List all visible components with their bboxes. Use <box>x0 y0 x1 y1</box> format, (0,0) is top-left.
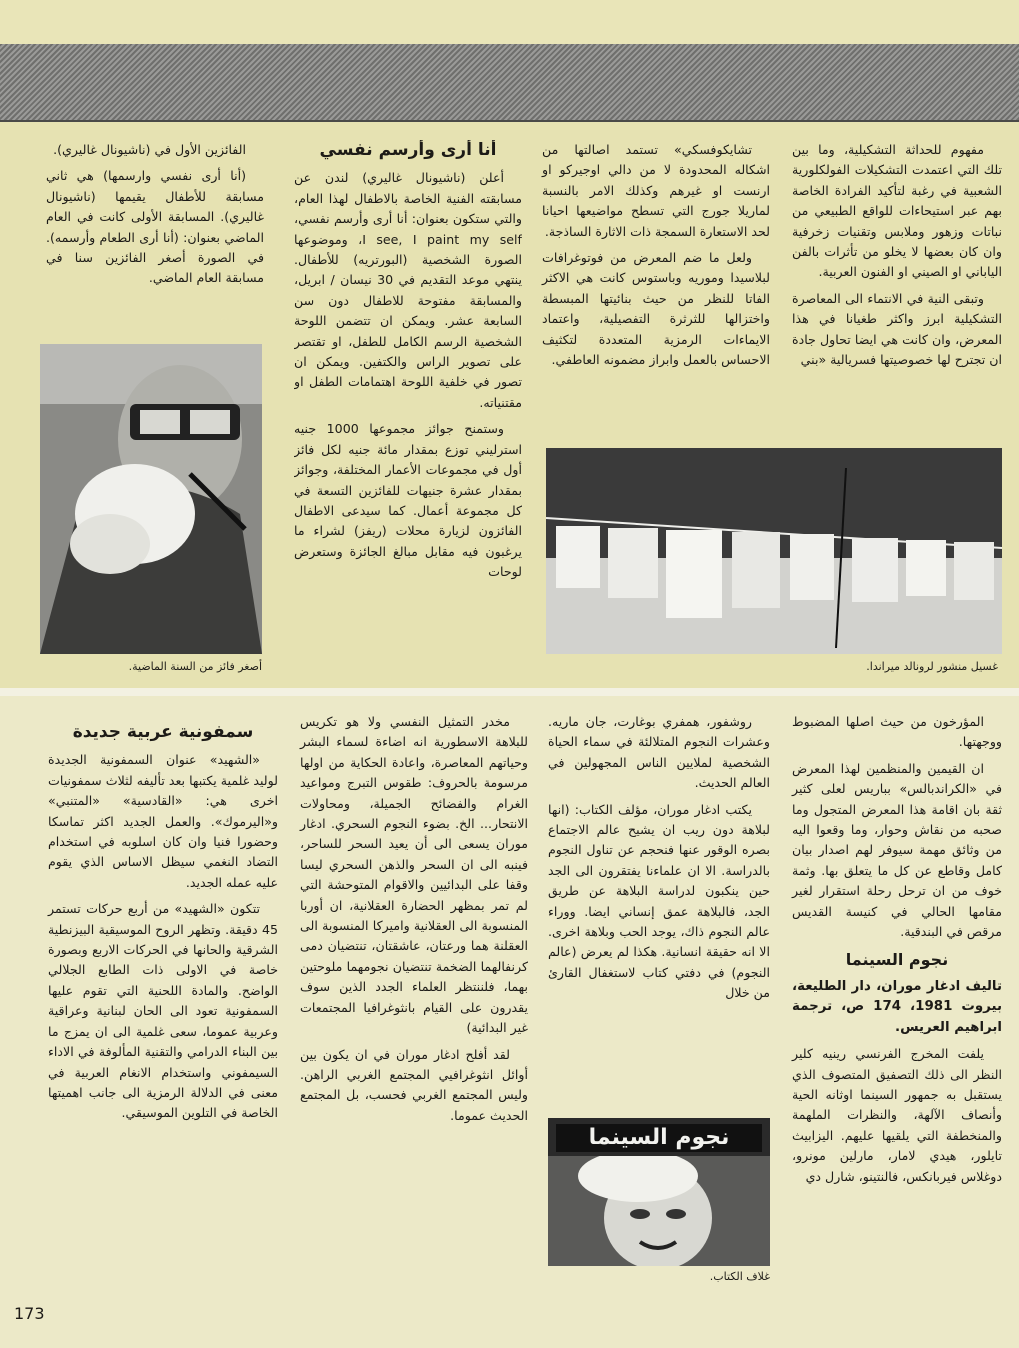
paragraph: «الشهيد» عنوان السمفونية الجديدة لوليد غلمية يكتبها بعد تأليفه لثلاث سمفونيات اخرى هي: «القادسية» «المتنبي» و«اليرموك». والعمل الجديد اكثر تماسكا وحضورا فنيا وان كان اسلوبه في استخدام التضاد النغمي سيظل الاساس الذي يقوم عليه عمله الجديد. <box>48 752 278 890</box>
paragraph: مخدر التمثيل النفسي ولا هو تكريس للبلاهة الاسطورية انه اضاءة لسماء البشر وحياتهم المعاصرة، واعادة الحكاية من اولها مرسومة بالحروف: طقوس التبرج ومواعيد الغرام والفضائح الجميلة، ومحاولات الانتحار... الخ. بضوء النجوم السحري. ادغار موران يسعى الى أن يعيد السحر للساحر، فينبه الى ان السحر والذهن السحري ليسا وقفا على البدائيين والاقوام المتوحشة التي لم تمر بمظهر الحضارة العقلانية، ان أوربا المنسوبة الى العقلانية واميركا المنسوبة الى العقلنة هما ورعتان، عاشقتان، تنتضيان دمى كرنفالهما الضخمة تنتضيان نجومهما ملوحتين بهما، فلننتظر العلماء الجدد الذين سوف يقدرون على القيام بانثوغرافيا المجتمعات غير البدائية) <box>300 714 528 1036</box>
book-cover-caption: غلاف الكتاب. <box>709 1270 770 1283</box>
paragraph: يكتب ادغار موران، مؤلف الكتاب: (انها لبلاهة دون ريب ان يشيح عالم الاجتماع بصره الوقور عنها فنحجم عن تناول النجوم بالدراسة. الا ان علماءنا يفتقرون الى الجد حين ينكبون لدراسة البلاهة عن طريق الجد، فالبلاهة عمق إنساني ايضا. ووراء عالم النجوم ذاك، يوجد الحب وبلاهة اخرى. الا انه حقيقة انسانية. هكذا لم يعرض (عالم النجوم) في دفتي كتاب لاستغفال القارئ من خلال <box>548 801 770 1001</box>
paragraph: (أنا أرى نفسي وارسمها) هي ثاني مسابقة للأطفال يقيمها (ناشيونال غاليري). المسابقة الأولى كانت في العام الماضي بعنوان: (أنا أرى الطعام وأرسمه). في الصورة أصغر الفائزين سنا في مسابقة العام الماضي. <box>46 168 264 286</box>
header-banner <box>0 44 1019 122</box>
laundry-photo <box>546 448 1002 654</box>
paragraph: وتبقى النية في الانتماء الى المعاصرة التشكيلية ابرز واكثر طغيانا في هذا المعرض، وان كانت هي ايضا تحاول جادة ان تجترح لها خصوصيتها فسريالية «بني <box>792 290 1002 368</box>
paragraph: تشايكوفسكي» تستمد اصالتها من اشكاله المحدودة لا من دالي اوجيركو او ارنست او غيرهم وكذلك الامر بالنسبة لماريلا جورج التي تسطح مواضيعها احيانا لحد الاستعارة السمجة ذات الاثارة الساذجة. <box>542 142 770 239</box>
paragraph: ان القيمين والمنظمين لهذا المعرض في «الكراندبالس» بباريس لعلى كثير ثقة بان اقامة هذا المعرض المتجول وما صحبه من نقاش وحوار، وما وقعوا اليه من وثائق مهمة سيوفر لهم اصدار بيان كامل وقاطع عن كل ما يتعلق بها. وثمة خوف من ان ترحل رحلة استقرار لغير مقامها الحالي في كنيسة القديس مرقص في البندقية. <box>792 760 1002 940</box>
bottom-column-2 <box>548 712 770 1010</box>
paragraph: لقد أفلح ادغار موران في ان يكون بين أوائل انثوغرافيي المجتمع الغربي الراهن. وليس المجتمع الغربي فحسب، بل المجتمع الحديث عموما. <box>300 1046 528 1123</box>
paragraph: تتكون «الشهيد» من أربع حركات تستمر 45 دقيقة. وتظهر الروح الموسيقية البيزنطية الشرقية والحانها في الحركات الاربع وبصورة خاصة في الاولى ذات الطابع الجلالي الواضح. والمادة اللحنية التي تقوم عليها السمفونية تعود الى الحان لبنانية وعراقية وعربية عموما، سعى غلمية الى ان يمزج ما بين البناء الدرامي والتقنية المألوفة في الاداء السيمفوني واستخدام الانغام العربية في معنى في الدلالة الرمزية الى جانب اهميتها الخاصة في التلوين الموسيقي. <box>48 901 278 1121</box>
child-photo-caption: أصغر فائز من السنة الماضية. <box>128 660 262 673</box>
book-cover-title: نجوم السينما <box>556 1124 762 1152</box>
paragraph: مفهوم للحداثة التشكيلية، وما بين تلك التي اعتمدت التشكيلات الفولكلورية الشعبية في رغبة لتأكيد الفرادة الخاصة بهم عبر استيحاءات للواقع الطبيعي من نباتات وزهور وملابس وتقنيات زخرفية وان كان بعضها لا يخلو من تأثرات بالفن الياباني او الصيني او الفنون العربية. <box>792 142 1002 280</box>
paragraph: ولعل ما ضم المعرض من فوتوغرافات لبلاسيدا وموريه وباستوس كانت هي الاكثر الفاتا للنظر من حيث بنائيتها المبسطة واختزالها للثرثرة التفصيلية، واعتماد الايماءات الرمزية المتعددة لتكثيف الاحساس بالعمل وابراز مضمونه العاطفي. <box>542 250 770 368</box>
article-title: أنا أرى وأرسم نفسي <box>319 140 497 160</box>
paragraph: الفائزين الأول في (ناشيونال غاليري). <box>53 142 246 157</box>
section-divider <box>0 688 1019 696</box>
child-photo <box>40 344 262 654</box>
top-column-3 <box>294 140 522 680</box>
section-title: نجوم السينما <box>845 950 949 970</box>
laundry-photo-caption: غسيل منشور لرونالد ميراندا. <box>866 660 998 673</box>
top-column-2 <box>542 140 770 376</box>
book-cover-image <box>548 1118 770 1266</box>
paragraph: أعلن (ناشيونال غاليري) لندن عن مسابقته الفنية الخاصة بالاطفال لهذا العام، والتي ستكون بعنوان: أنا أرى وأرسم نفسي، I see, I paint my self، وموضوعها الصورة الشخصية (البورتريه) للأطفال. ينتهي موعد التقديم في 30 نيسان / ابريل، والمسابقة مفتوحة للاطفال دون سن السابعة عشر. ويمكن ان تتضمن اللوحة الشخصية الرسم الكامل للطفل، او تقتصر على تصوير الراس والكتفين. ويمكن ان تصور في خلفية اللوحة اهتمامات الطفل او مقتنياته. <box>294 170 522 410</box>
paragraph: يلفت المخرج الفرنسي رينيه كلير النظر الى ذلك التصفيق المتصوف الذي يستقبل به جمهور السينما اوثانه الحية وأنصاف الآلهة، والنظرات الملهمة والمنخطفة التي يلقيها عليهم. اليزابيث تايلور، هيدي لامار، مارلين مونرو، دوغلاس فيربانكس، فالنتينو، شارل دي <box>792 1046 1002 1184</box>
top-column-1 <box>792 140 1002 376</box>
paragraph: وستمنح جوائز مجموعها 1000 جنيه استرليني توزع بمقدار مائة جنيه لكل فائز أول في مجموعات الأعمار المختلفة، وجوائز بمقدار عشرة جنيهات للفائزين التسعة في كل مجموعة أعمال. كما سيدعى الاطفال الفائزون لزيارة محلات (ريفز) لشراء ما يرغبون فيه مقابل مبالغ الجائزة وستعرض لوحات <box>294 421 522 580</box>
bottom-column-1 <box>792 712 1002 1193</box>
bottom-column-4 <box>48 722 278 1130</box>
bottom-column-3 <box>300 712 528 1132</box>
paragraph: المؤرخون من حيث اصلها المضبوط ووجهتها. <box>792 714 1002 750</box>
page-number: 173 <box>14 1304 45 1323</box>
book-info: تاليف ادغار موران، دار الطليعة، بيروت 1981، 174 ص، ترجمة ابراهيم العريس. <box>792 978 1003 1035</box>
top-column-4 <box>46 140 264 295</box>
article-title: سمفونية عربية جديدة <box>72 722 254 742</box>
paragraph: روشفور، همفري بوغارت، جان ماريه. وعشرات النجوم المتلالئة في سماء الحياة الشخصية لملايين الناس المجهولين في العالم الحديث. <box>548 714 770 791</box>
